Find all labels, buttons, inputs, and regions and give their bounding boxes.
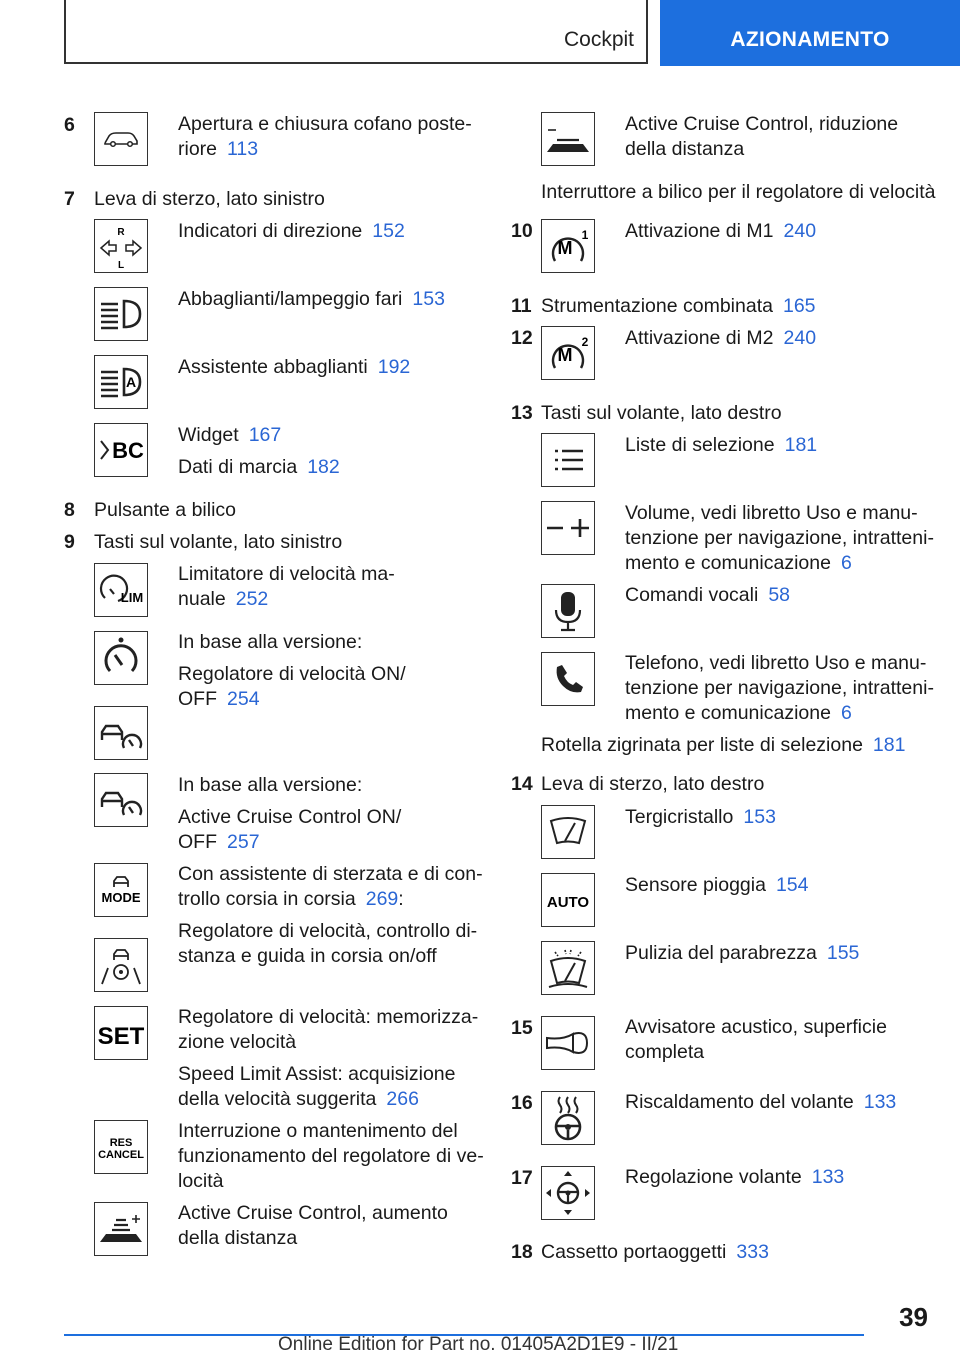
page-link[interactable]: 333 (736, 1241, 769, 1263)
page-link[interactable]: 58 (768, 584, 791, 606)
res-cancel-button-icon (94, 1120, 148, 1174)
item-text: mento e comunicazione 6 (625, 702, 852, 724)
page-number: 39 (899, 1302, 928, 1332)
item-text: Abbaglianti/lampeggio fari 153 (178, 288, 445, 310)
rain-sensor-icon (541, 873, 595, 927)
svg-text:RES: RES (109, 1137, 133, 1149)
item-text: funzionamento del regolatore di ve‐ (178, 1145, 484, 1167)
page-link[interactable]: 6 (840, 552, 852, 574)
page-link[interactable]: 192 (377, 356, 411, 378)
wiper-icon (541, 805, 595, 859)
item-text: locità (178, 1170, 224, 1192)
item-text: Pulizia del parabrezza 155 (625, 942, 860, 964)
svg-text:AUTO: AUTO (546, 894, 590, 911)
turn-signal-icon (94, 219, 148, 273)
item-text: Con assistente di sterzata e di con‐ (178, 863, 483, 885)
item-text: nuale 252 (178, 588, 269, 610)
item-text: completa (625, 1041, 705, 1063)
page-link[interactable]: 155 (826, 942, 860, 964)
item-text: tenzione per navigazione, intratteni‐ (625, 527, 934, 549)
svg-text:L: L (117, 260, 125, 271)
item-text: Liste di selezione 181 (625, 434, 818, 456)
item-text: Apertura e chiusura cofano poste‐ (178, 113, 472, 135)
svg-text:LIM: LIM (120, 590, 144, 605)
svg-text:BC: BC (112, 438, 144, 463)
item-text: Speed Limit Assist: acquisizione (178, 1063, 456, 1085)
item-text: Tergicristallo 153 (625, 806, 776, 828)
footer-edition: Online Edition for Part no. 01405A2D1E9 - II/21 (278, 1334, 679, 1355)
page-link[interactable]: 165 (782, 295, 816, 317)
item-text: Sensore pioggia 154 (625, 874, 809, 896)
mode-button-icon (94, 863, 148, 917)
item-text: mento e comunicazione 6 (625, 552, 852, 574)
page-link[interactable]: 152 (372, 220, 405, 242)
chapter-tab[interactable] (660, 0, 960, 66)
svg-text:A: A (125, 374, 137, 390)
item-text: Comandi vocali 58 (625, 584, 791, 606)
item-text: Leva di sterzo, lato sinistro (94, 188, 325, 210)
item-number: 18 (511, 1241, 533, 1263)
item-text: della distanza (178, 1227, 298, 1249)
set-button-icon (94, 1006, 148, 1060)
car-hood-icon (94, 112, 148, 166)
page-link[interactable]: 252 (235, 588, 269, 610)
steering-adjust-icon (541, 1166, 595, 1220)
item-number: 14 (511, 773, 533, 795)
phone-icon (541, 652, 595, 706)
item-text: Assistente abbaglianti 192 (178, 356, 411, 378)
item-number: 17 (511, 1167, 533, 1189)
item-text: Rotella zigrinata per liste di selezione 181 (541, 734, 906, 756)
item-text: zione velocità (178, 1031, 297, 1053)
item-text: Attivazione di M1 240 (625, 220, 817, 242)
active-cruise-control-icon (94, 773, 148, 827)
m2-button-icon (541, 326, 595, 380)
item-text: tenzione per navigazione, intratteni‐ (625, 677, 934, 699)
item-text: In base alla versione: (178, 774, 363, 796)
item-text: riore 113 (178, 138, 259, 160)
cruise-control-icon (94, 631, 148, 685)
section-title: Cockpit (563, 28, 634, 51)
item-text: Leva di sterzo, lato destro (541, 773, 765, 795)
item-text: Limitatore di velocità ma‐ (178, 563, 395, 585)
item-number: 6 (64, 114, 75, 136)
chapter-tab-label: AZIONAMENTO (730, 28, 890, 51)
item-text: Indicatori di direzione 152 (178, 220, 405, 242)
speed-limiter-icon (94, 563, 148, 617)
page-link[interactable]: 113 (227, 138, 259, 160)
item-text: Volume, vedi libretto Uso e manu‐ (625, 502, 918, 524)
item-text: Active Cruise Control ON/ (178, 806, 402, 828)
svg-text:MODE: MODE (101, 890, 141, 905)
item-text: Regolatore di velocità ON/ (178, 663, 406, 685)
steering-heating-icon (541, 1091, 595, 1145)
item-text: Interruttore a bilico per il regolatore di velocità (541, 181, 936, 203)
item-text: Regolatore di velocità: memorizza‐ (178, 1006, 479, 1028)
item-text: Active Cruise Control, aumento (178, 1202, 448, 1224)
volume-icon (541, 501, 595, 555)
high-beam-assist-icon (94, 355, 148, 409)
high-beam-icon (94, 287, 148, 341)
page-link[interactable]: 153 (412, 288, 445, 310)
list-icon (541, 433, 595, 487)
item-text: Tasti sul volante, lato sinistro (94, 531, 343, 553)
item-number: 13 (511, 402, 533, 424)
item-text: Attivazione di M2 240 (625, 327, 817, 349)
page-link[interactable]: 269 (365, 888, 399, 910)
horn-icon (541, 1016, 595, 1070)
header-box (64, 0, 648, 64)
page-link[interactable]: 254 (227, 688, 260, 710)
item-number: 16 (511, 1092, 533, 1114)
distance-decrease-icon (541, 112, 595, 166)
washer-icon (541, 941, 595, 995)
item-text: Tasti sul volante, lato destro (541, 402, 782, 424)
item-text: Regolatore di velocità, controllo di‐ (178, 920, 478, 942)
item-text: Telefono, vedi libretto Uso e manu‐ (625, 652, 927, 674)
svg-text:SET: SET (97, 1023, 145, 1050)
svg-text:1: 1 (581, 228, 589, 242)
item-text: OFF 257 (178, 831, 260, 853)
item-text: Pulsante a bilico (94, 499, 237, 521)
m1-button-icon (541, 219, 595, 273)
item-number: 9 (64, 531, 75, 553)
item-number: 15 (511, 1017, 533, 1039)
item-text: Riscaldamento del volante 133 (625, 1091, 897, 1113)
page-link[interactable]: 257 (227, 831, 260, 853)
item-number: 10 (511, 220, 533, 242)
page-link[interactable]: 182 (307, 456, 340, 478)
page-link[interactable]: 133 (811, 1166, 845, 1188)
page-link[interactable]: 181 (872, 734, 906, 756)
page-link[interactable]: 167 (248, 424, 282, 446)
item-text: Avvisatore acustico, superficie (625, 1016, 887, 1038)
page-link[interactable]: 153 (743, 806, 776, 828)
svg-text:2: 2 (581, 335, 589, 349)
svg-text:M: M (557, 238, 573, 258)
svg-text:CANCEL: CANCEL (98, 1149, 144, 1161)
item-number: 12 (511, 327, 533, 349)
svg-text:M: M (557, 345, 573, 365)
page-link[interactable]: 154 (775, 874, 809, 896)
bc-button-icon (94, 423, 148, 477)
item-text: Interruzione o mantenimento del (178, 1120, 458, 1142)
item-text: stanza e guida in corsia on/off (178, 945, 437, 967)
item-text: trollo corsia in corsia 269: (178, 888, 404, 910)
microphone-icon (541, 584, 595, 638)
distance-increase-icon (94, 1202, 148, 1256)
svg-text:R: R (117, 227, 125, 238)
item-text: In base alla versione: (178, 631, 363, 653)
item-text: della velocità suggerita 266 (178, 1088, 419, 1110)
active-cruise-control-icon (94, 706, 148, 760)
item-text: Cassetto portaoggetti 333 (541, 1241, 769, 1263)
item-text: Widget 167 (178, 424, 282, 446)
item-number: 11 (511, 295, 532, 317)
page-link[interactable]: 181 (784, 434, 818, 456)
page-link[interactable]: 240 (783, 327, 817, 349)
item-number: 7 (64, 188, 75, 210)
item-text: Active Cruise Control, riduzione (625, 113, 899, 135)
item-text: OFF 254 (178, 688, 260, 710)
page-link[interactable]: 240 (783, 220, 817, 242)
item-text: della distanza (625, 138, 745, 160)
item-text: Strumentazione combinata 165 (541, 295, 816, 317)
item-number: 8 (64, 499, 75, 521)
item-text: Dati di marcia 182 (178, 456, 340, 478)
page-link[interactable]: 6 (840, 702, 852, 724)
page-link[interactable]: 133 (863, 1091, 897, 1113)
item-text: Regolazione volante 133 (625, 1166, 845, 1188)
steering-assist-icon (94, 938, 148, 992)
page-link[interactable]: 266 (386, 1088, 419, 1110)
